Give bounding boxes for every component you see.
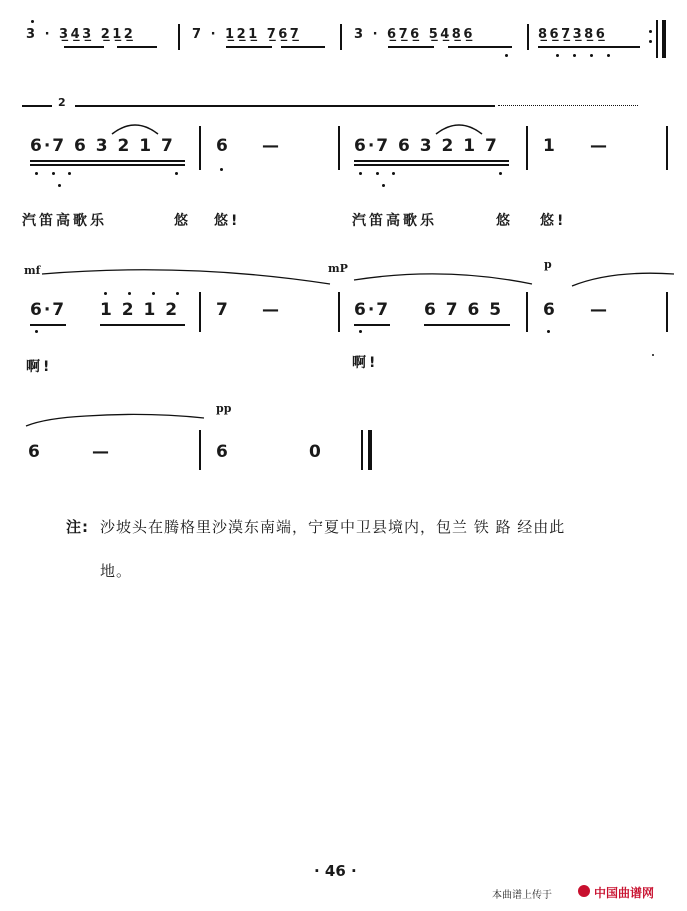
- octave-dot: [359, 330, 362, 333]
- measure-2: 7 · 1̲2̲1̲ 7̲6̲7̲: [192, 27, 302, 42]
- octave-dot: [590, 54, 593, 57]
- upload-text: 本曲谱上传于: [492, 890, 552, 901]
- rest: 0: [309, 442, 323, 462]
- tie: [42, 266, 332, 286]
- beam: [354, 160, 509, 162]
- octave-dot: [175, 172, 178, 175]
- measure-13: 6: [28, 442, 42, 462]
- octave-dot: [392, 172, 395, 175]
- dynamic-mark: mP: [328, 262, 348, 275]
- octave-dot: [104, 292, 107, 295]
- lyric: 汽笛高歌乐: [22, 213, 107, 229]
- measure-4: 8̲6̲7̲3̲8̲6̲: [538, 27, 608, 42]
- octave-dot: [547, 330, 550, 333]
- bar-line: [199, 292, 201, 332]
- dynamic-mark: mf: [24, 264, 41, 277]
- octave-dot: [52, 172, 55, 175]
- tie: [26, 410, 206, 430]
- beam: [30, 324, 66, 326]
- bar-line: [199, 126, 201, 170]
- octave-dot: [35, 330, 38, 333]
- octave-dot: [152, 292, 155, 295]
- octave-dot: [220, 168, 223, 171]
- volta-line-dotted: [498, 105, 638, 106]
- dynamic-mark: p: [544, 258, 552, 271]
- volta-number: 2: [58, 96, 69, 109]
- lyric: 悠!: [540, 213, 567, 229]
- bar-line: [199, 430, 201, 470]
- octave-dot: [58, 184, 61, 187]
- repeat-dot: [649, 30, 652, 33]
- measure-11b: 6 7 6 5: [424, 300, 504, 320]
- site-logo-icon: [578, 885, 590, 897]
- lyric: 啊!: [26, 359, 53, 375]
- volta-line: [75, 105, 495, 107]
- beam: [354, 164, 509, 166]
- repeat-bar-thick: [662, 20, 666, 58]
- octave-dot: [359, 172, 362, 175]
- bar-line: [526, 126, 528, 170]
- volta-line: [22, 105, 52, 107]
- lyric: 悠: [496, 213, 513, 229]
- slur: [434, 116, 484, 136]
- beam: [281, 46, 325, 48]
- beam: [117, 46, 157, 48]
- repeat-bar-thin: [656, 20, 658, 58]
- slur: [110, 116, 160, 136]
- beam: [354, 324, 390, 326]
- bar-line: [527, 24, 529, 50]
- bar-line: [178, 24, 180, 50]
- beam: [30, 160, 185, 162]
- lyric: 汽笛高歌乐: [352, 213, 437, 229]
- measure-12: 6: [543, 300, 557, 320]
- measure-8: 1: [543, 136, 557, 156]
- tie: [572, 268, 676, 288]
- measure-9b: 1 2 1 2: [100, 300, 180, 320]
- lyric: 啊!: [352, 355, 379, 371]
- measure-5: 6·7 6 3 2 1 7: [30, 136, 175, 156]
- octave-dot: [35, 172, 38, 175]
- bar-line: [526, 292, 528, 332]
- repeat-dot: [649, 40, 652, 43]
- bar-line: [340, 24, 342, 50]
- beam: [30, 164, 185, 166]
- octave-dot: [128, 292, 131, 295]
- octave-dot: [505, 54, 508, 57]
- beam: [538, 46, 640, 48]
- hold-dash: —: [590, 136, 609, 156]
- measure-14: 6: [216, 442, 230, 462]
- measure-10: 7: [216, 300, 230, 320]
- bar-line: [666, 126, 668, 170]
- octave-dot: [499, 172, 502, 175]
- octave-dot: [68, 172, 71, 175]
- tie: [354, 266, 534, 286]
- watermark: [492, 884, 682, 900]
- hold-dash: —: [262, 300, 281, 320]
- bar-line: [338, 126, 340, 170]
- octave-dot: [176, 292, 179, 295]
- beam: [424, 324, 510, 326]
- beam: [64, 46, 104, 48]
- page-number: · 46 ·: [314, 862, 357, 880]
- lyric: 悠: [174, 213, 191, 229]
- dynamic-mark: pp: [216, 402, 232, 415]
- octave-dot: [382, 184, 385, 187]
- footnote-label: 注:: [66, 518, 89, 536]
- site-name: 中国曲谱网: [594, 886, 655, 900]
- measure-7: 6·7 6 3 2 1 7: [354, 136, 499, 156]
- hold-dash: —: [92, 442, 111, 462]
- final-bar-thick: [368, 430, 372, 470]
- beam: [100, 324, 185, 326]
- octave-dot: [556, 54, 559, 57]
- measure-1: 3 · 3̲4̲3̲ 2̲1̲2̲: [26, 27, 136, 42]
- measure-11: 6·7: [354, 300, 391, 320]
- stray-dot: [652, 354, 654, 356]
- hold-dash: —: [590, 300, 609, 320]
- octave-dot: [376, 172, 379, 175]
- octave-dot: [31, 20, 34, 23]
- hold-dash: —: [262, 136, 281, 156]
- lyric: 悠!: [214, 213, 241, 229]
- measure-6: 6: [216, 136, 230, 156]
- measure-3: 3 · 6̲7̲6̲ 5̲4̲8̲6̲: [354, 27, 475, 42]
- beam: [388, 46, 434, 48]
- bar-line: [666, 292, 668, 332]
- octave-dot: [607, 54, 610, 57]
- footnote-line-2: 地。: [100, 562, 133, 580]
- octave-dot: [573, 54, 576, 57]
- footnote-line-1: 沙坡头在腾格里沙漠东南端，宁夏中卫县境内，包兰 铁 路 经由此: [100, 518, 566, 536]
- bar-line: [338, 292, 340, 332]
- final-bar-thin: [361, 430, 363, 470]
- measure-9: 6·7: [30, 300, 67, 320]
- beam: [448, 46, 512, 48]
- beam: [226, 46, 272, 48]
